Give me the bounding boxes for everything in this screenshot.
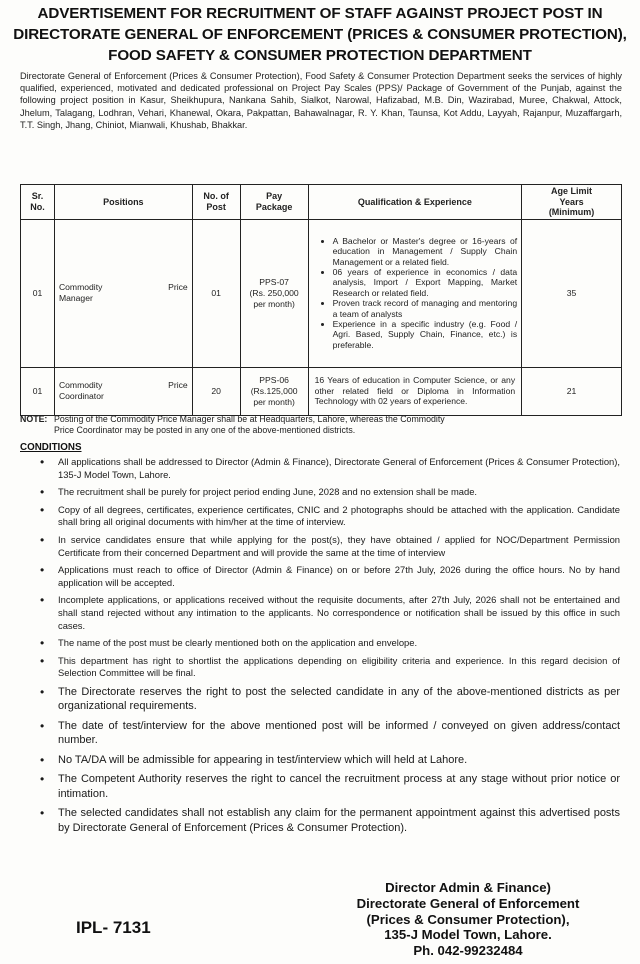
row1-pay-period: per month) (253, 298, 295, 309)
row2-pay-period: per month) (253, 396, 295, 407)
header-age (522, 185, 622, 220)
condition-item: • This department has right to shortlist the applications depending on eligibility criteria and experience. In this regard decision of Selection Committee will be final. (20, 655, 620, 680)
row1-pay-scale: PPS-07 (259, 276, 289, 287)
header-positions: Positions (54, 185, 192, 220)
header-sr (21, 185, 55, 220)
header-pay-1: Pay (266, 191, 283, 202)
condition-item: • The recruitment shall be purely for project period ending June, 2028 and no extension shall be made. (20, 486, 620, 499)
conditions-list (20, 456, 620, 840)
row2-position (54, 367, 192, 415)
headline-line-2: DIRECTORATE GENERAL OF ENFORCEMENT (PRICES & CONSUMER PROTECTION), (13, 26, 627, 43)
conditions-heading: CONDITIONS (20, 442, 82, 453)
qualification-item: • Experience in a specific industry (e.g. Food / Agri. Based, Supply Chain, Finance, etc.) is preferable. (333, 319, 518, 350)
headline-line-1: ADVERTISEMENT FOR RECRUITMENT OF STAFF AGAINST PROJECT POST IN (37, 5, 603, 22)
row2-pay-amount: (Rs.125,000 (250, 385, 298, 396)
condition-item: • The date of test/interview for the above mentioned post will be informed / conveyed on given address/contact number. (20, 719, 620, 748)
header-posts (192, 185, 240, 220)
header-posts-2: Post (206, 201, 226, 212)
headline-line-3: FOOD SAFETY & CONSUMER PROTECTION DEPARTMENT (108, 47, 532, 64)
condition-item: • All applications shall be addressed to Director (Admin & Finance), Directorate General of Enforcement (Prices & Consumer Protection), 135-J Model Town, Lahore. (20, 456, 620, 481)
row2-position-b: Price (168, 380, 188, 390)
row1-sr: 01 (21, 219, 55, 367)
ipl-number: IPL- 7131 (76, 918, 151, 937)
row2-sr: 01 (21, 367, 55, 415)
signoff-block (296, 880, 640, 959)
condition-item: • The Competent Authority reserves the right to cancel the recruitment process at any stage without prior notice or intimation. (20, 772, 620, 801)
row1-position-b: Price (168, 282, 188, 292)
row2-qualification: 16 Years of education in Computer Science, or any other related field or Diploma in Information Technology with 02 years of experience. (308, 367, 522, 415)
positions-table (20, 184, 622, 416)
condition-item: • Applications must reach to office of Director (Admin & Finance) on or before 27th July, 2026 during the office hours. No by hand application will be accepted. (20, 564, 620, 589)
header-age-2: Years (559, 196, 584, 207)
row1-pay-amount: (Rs. 250,000 (249, 287, 299, 298)
row1-pay (240, 219, 308, 367)
advertisement-headline (0, 0, 640, 66)
qualification-item: • Proven track record of managing and mentoring a team of analysts (333, 298, 518, 319)
header-sr-1: Sr. (31, 191, 44, 202)
header-posts-1: No. of (203, 191, 229, 202)
row2-age: 21 (522, 367, 622, 415)
note-label: NOTE: (20, 414, 48, 424)
table-header-row (21, 185, 622, 220)
header-pay (240, 185, 308, 220)
signoff-line: 135-J Model Town, Lahore. (384, 927, 552, 943)
signoff-line: Director Admin & Finance) (385, 880, 551, 895)
row2-pay (240, 367, 308, 415)
note-block (20, 414, 622, 436)
header-age-1: Age Limit (551, 186, 593, 196)
intro-paragraph: Directorate General of Enforcement (Prices & Consumer Protection), Food Safety & Consumer Protection Department seeks the services of highly qualified, experienced, motivated and dedicated professional on Project Pay Scales (PPS)/ Package of Government of the Punjab, against the following project position in Kasur, Sheikhupura, Nankana Sahib, Sialkot, Narowal, Hafizabad, M.B. Din, Wazirabad, Muree, Chakwal, Attock, Jhelum, Talagang, Lodhran, Vehari, Khanewal, Okara, Pakpattan, Bahawalnagar, R. Y. Khan, Taunsa, Kot Addu, Layyah, Rajanpur, Muzaffargarh, T.T. Singh, Jhang, Chiniot, Mianwali, Khushab, Bhakkar. (20, 71, 622, 130)
row2-position-a: Commodity (58, 380, 103, 390)
condition-item: • The selected candidates shall not establish any claim for the permanent appointment against this advertised posts by Directorate General of Enforcement (Prices & Consumer Protection). (20, 806, 620, 835)
header-pay-2: Package (255, 201, 293, 212)
note-line-1: Posting of the Commodity Price Manager shall be at Headquarters, Lahore, whereas the Commodity (54, 414, 445, 424)
condition-item: • The Directorate reserves the right to post the selected candidate in any of the above-mentioned districts as per organizational requirements. (20, 685, 620, 714)
row1-posts: 01 (192, 219, 240, 367)
table-row (21, 367, 622, 415)
row2-posts: 20 (192, 367, 240, 415)
condition-item: • In service candidates ensure that while applying for the post(s), they have obtained / applied for NOC/Department Permission Certificate from their concerned Department and will provide the same at the time of interview (20, 534, 620, 559)
header-age-3: (Minimum) (548, 207, 595, 217)
row2-position-c: Coordinator (58, 391, 104, 401)
table-row (21, 219, 622, 367)
condition-item: • Copy of all degrees, certificates, experience certificates, CNIC and 2 photographs should be attached with the application. Candidate shall bring all original documents with him/her at the time of interview. (20, 504, 620, 529)
signoff-line: (Prices & Consumer Protection), (366, 911, 570, 927)
condition-item: • No TA/DA will be admissible for appearing in test/interview which will held at Lahore. (20, 753, 620, 768)
row1-position-a: Commodity (58, 282, 103, 292)
condition-item: • Incomplete applications, or applications received without the requisite documents, after 27th July, 2026 shall not be entertained and shall stand rejected without any intimation to the applicants. No correspondence or notification shall be issued by this office in such cases. (20, 594, 620, 632)
qualification-item: • A Bachelor or Master's degree or 16-years of education in Management / Supply Chain Management or a related field. (333, 236, 518, 267)
signoff-line: Directorate General of Enforcement (356, 895, 580, 911)
condition-item: • The name of the post must be clearly mentioned both on the application and envelope. (20, 637, 620, 650)
row2-pay-scale: PPS-06 (259, 374, 289, 385)
row1-qualification (308, 219, 522, 367)
row1-position (54, 219, 192, 367)
row1-age: 35 (522, 219, 622, 367)
header-qualification: Qualification & Experience (308, 185, 522, 220)
qualification-item: • 06 years of experience in economics / data analysis, Import / Export Mapping, Market Research or related field. (333, 267, 518, 298)
signoff-line: Ph. 042-99232484 (413, 943, 523, 959)
header-sr-2: No. (30, 201, 45, 212)
note-line-2: Price Coordinator may be posted in any one of the above-mentioned districts. (54, 425, 356, 435)
row1-position-c: Manager (58, 293, 93, 303)
